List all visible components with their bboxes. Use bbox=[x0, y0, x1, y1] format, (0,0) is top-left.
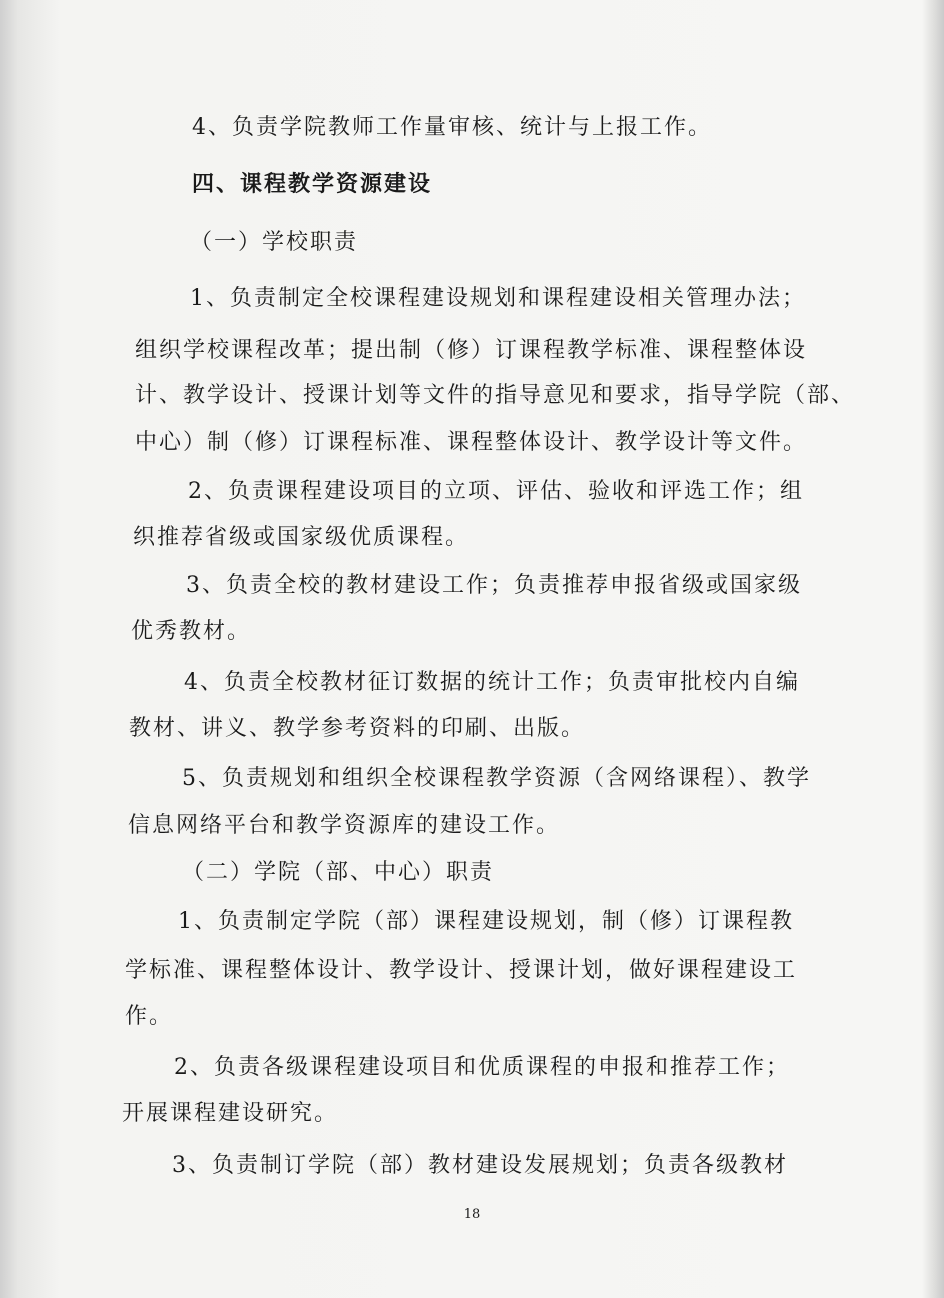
paragraph-line: 1、负责制定全校课程建设规划和课程建设相关管理办法； bbox=[190, 286, 806, 311]
subsection-heading: （一）学校职责 bbox=[190, 230, 359, 255]
paragraph-line: 计、教学设计、授课计划等文件的指导意见和要求，指导学院（部、 bbox=[135, 383, 856, 408]
paragraph-line: 2、负责课程建设项目的立项、评估、验收和评选工作；组 bbox=[188, 479, 804, 504]
paragraph-line: 织推荐省级或国家级优质课程。 bbox=[133, 525, 470, 550]
page-number: 18 bbox=[463, 1207, 481, 1222]
paragraph-line: 4、负责学院教师工作量审核、统计与上报工作。 bbox=[192, 115, 712, 140]
paragraph-line: 学标准、课程整体设计、教学设计、授课计划，做好课程建设工 bbox=[125, 958, 798, 983]
paragraph-line: 3、负责全校的教材建设工作；负责推荐申报省级或国家级 bbox=[186, 573, 802, 598]
paragraph-line: 信息网络平台和教学资源库的建设工作。 bbox=[128, 813, 561, 838]
paragraph-line: 4、负责全校教材征订数据的统计工作；负责审批校内自编 bbox=[184, 670, 800, 695]
paragraph-line: 1、负责制定学院（部）课程建设规划，制（修）订课程教 bbox=[178, 909, 794, 934]
paragraph-line: 2、负责各级课程建设项目和优质课程的申报和推荐工作； bbox=[174, 1055, 790, 1080]
section-heading: 四、课程教学资源建设 bbox=[192, 172, 433, 197]
paragraph-line: 优秀教材。 bbox=[131, 619, 252, 644]
paragraph-line: 组织学校课程改革；提出制（修）订课程教学标准、课程整体设 bbox=[135, 338, 808, 363]
subsection-heading: （二）学院（部、中心）职责 bbox=[182, 860, 495, 885]
paragraph-line: 中心）制（修）订课程标准、课程整体设计、教学设计等文件。 bbox=[135, 430, 808, 455]
paragraph-line: 开展课程建设研究。 bbox=[122, 1101, 339, 1126]
paragraph-line: 作。 bbox=[125, 1004, 174, 1029]
paragraph-line: 教材、讲义、教学参考资料的印刷、出版。 bbox=[129, 716, 586, 741]
paragraph-line: 3、负责制订学院（部）教材建设发展规划；负责各级教材 bbox=[172, 1153, 788, 1178]
paragraph-line: 5、负责规划和组织全校课程教学资源（含网络课程）、教学 bbox=[182, 766, 811, 791]
